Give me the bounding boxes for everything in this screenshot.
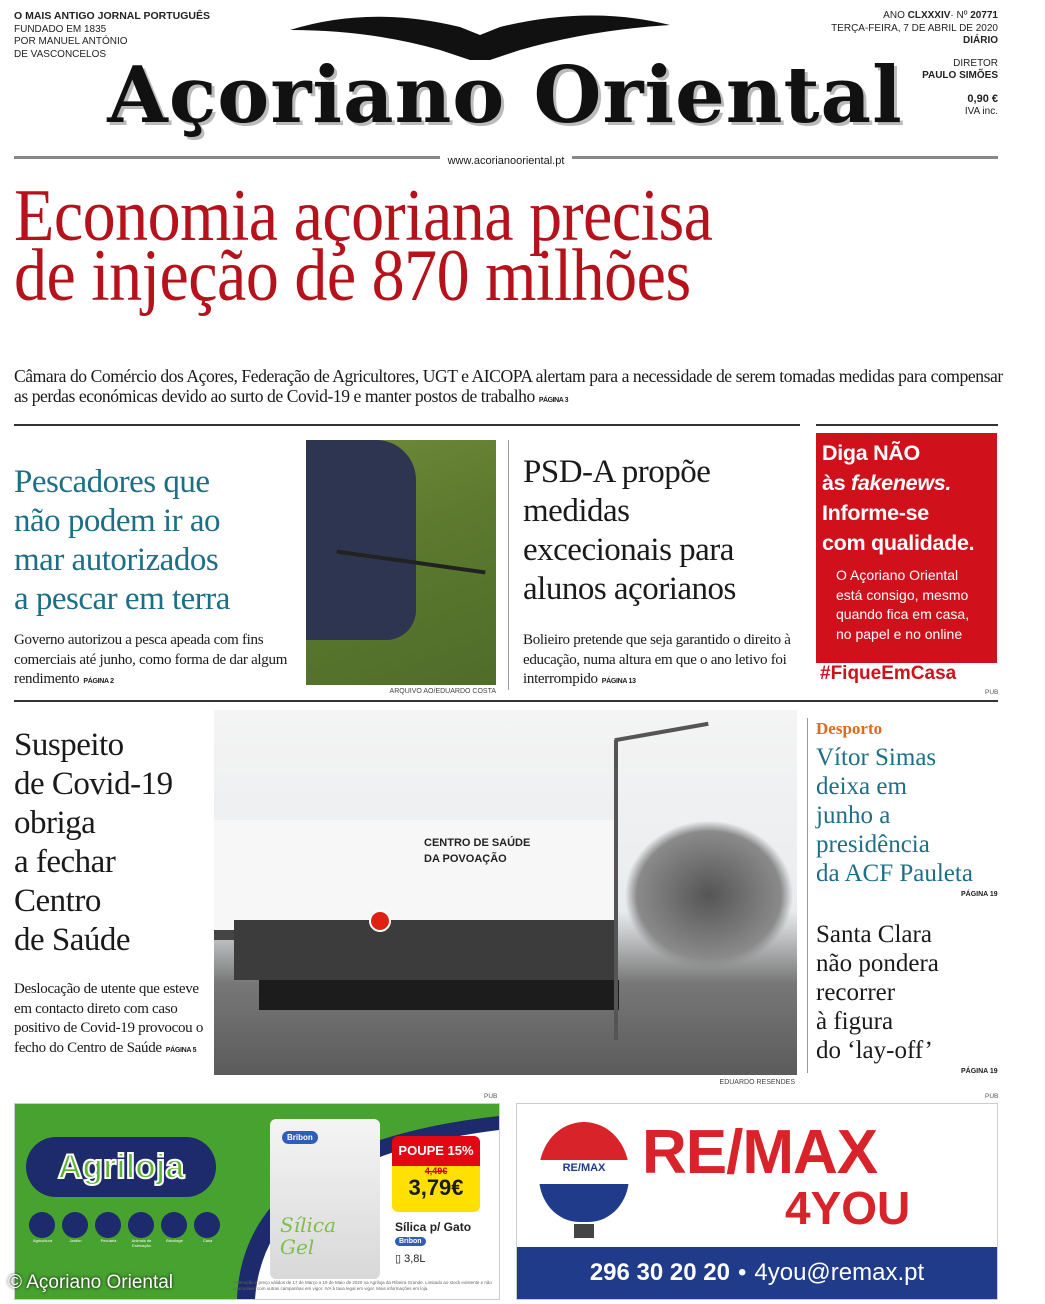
heading-part: fakenews.	[851, 471, 952, 495]
heading-line: com qualidade.	[822, 531, 975, 555]
lead-headline-line: de injeção de 870 milhões	[14, 235, 691, 318]
fine-print: Promoção e preço válidos de 17 de Março a 19 de Maio de 2020 na Agriloja da Ribeira Grande. Limitado ao stock existente e não acumulável com outras campanhas em vigor. IVA à taxa legal em vigor. Mais informações em loja.	[233, 1280, 492, 1291]
body-line: está consigo, mesmo	[836, 586, 969, 603]
director-name: PAULO SIMÕES	[922, 70, 998, 81]
headline-line: a pescar em terra	[14, 581, 230, 617]
lead-headline-line: Economia açoriana precisa	[14, 174, 713, 257]
section-rule	[14, 424, 800, 426]
volume-text: 3,8L	[404, 1253, 426, 1265]
no-entry-sign-icon	[369, 910, 391, 932]
headline-line: alunos açorianos	[523, 571, 736, 607]
heading-part: às	[822, 471, 851, 495]
pub-label: PUB	[985, 1093, 999, 1100]
category-label: Pecuária	[100, 1238, 117, 1243]
email-link[interactable]: 4you@remax.pt	[754, 1259, 925, 1286]
headline-line: à figura	[816, 1008, 894, 1035]
headline-line: Santa Clara	[816, 921, 932, 948]
copyright-watermark: © Açoriano Oriental	[8, 1272, 174, 1293]
headline-line: Suspeito	[14, 727, 124, 763]
lead-headline	[14, 174, 713, 318]
body-line: no papel e no online	[836, 625, 963, 642]
product-package	[270, 1119, 380, 1279]
category-icons	[29, 1212, 221, 1248]
covid-headline[interactable]	[14, 726, 209, 960]
category-label: Agricultura	[32, 1238, 53, 1243]
category-garden	[62, 1212, 89, 1248]
product-brand-logo: Bribon	[395, 1237, 426, 1246]
column-divider	[508, 440, 509, 690]
new-price: 3,79€	[408, 1175, 464, 1200]
category-label: Bricolage	[166, 1238, 183, 1243]
fishers-body	[14, 631, 294, 692]
page-ref: PÁGINA 5	[165, 1046, 197, 1054]
brand-name: Agriloja	[57, 1147, 185, 1186]
headline-line: medidas	[523, 493, 630, 529]
price-box	[392, 1166, 480, 1212]
dog-icon	[128, 1212, 154, 1238]
headline-line: Centro	[14, 883, 101, 919]
body-text: Deslocação de utente que esteve em contacto direto com caso positivo de Covid-19 provocou o fecho do Centro de Saúde	[14, 981, 204, 1056]
category-pets	[128, 1212, 155, 1248]
director-label: DIRETOR	[953, 57, 998, 69]
category-livestock	[95, 1212, 122, 1248]
pub-label: PUB	[985, 689, 999, 696]
masthead-info-right	[831, 10, 998, 119]
page-ref: PÁGINA 19	[961, 891, 998, 898]
masthead-title: Açoriano Oriental	[107, 50, 903, 141]
issue-label: · Nº	[950, 10, 968, 21]
founded: FUNDADO EM 1835	[14, 23, 107, 35]
remax-brand: RE/MAX	[642, 1118, 878, 1187]
fishers-photo	[306, 440, 496, 685]
photo-wall	[259, 980, 619, 1010]
column-divider	[807, 718, 808, 1073]
page-ref: PÁGINA 2	[83, 678, 114, 685]
category-diy	[161, 1212, 188, 1248]
page-ref: PÁGINA 3	[538, 397, 569, 404]
package-name: Sílica Gel	[280, 1213, 337, 1259]
category-home	[194, 1212, 221, 1248]
frequency: DIÁRIO	[963, 35, 998, 46]
product-volume	[395, 1252, 426, 1265]
pub-label: PUB	[484, 1093, 498, 1100]
headline-line: PSD-A propõe	[523, 454, 711, 490]
covid-body	[14, 980, 204, 1060]
headline-line: de Covid-19	[14, 766, 173, 802]
heading-line: Informe-se	[822, 501, 929, 525]
headline-line: deixa em	[816, 773, 907, 800]
body-line: O Açoriano Oriental	[836, 567, 959, 583]
headline-line: recorrer	[816, 979, 896, 1006]
package-brand: Bribon	[282, 1131, 318, 1144]
body-text: Governo autorizou a pesca apeada com fins comerciais até junho, como forma de dar algum rendimento	[14, 632, 288, 687]
page-ref: PÁGINA 13	[601, 678, 636, 685]
psd-body	[523, 631, 798, 692]
headline-line: presidência	[816, 831, 930, 858]
headline-line: obriga	[14, 805, 96, 841]
body-text: Bolieiro pretende que seja garantido o direito à educação, numa altura em que o ano letivo foi interrompido	[523, 632, 791, 687]
headline-line: Pescadores que	[14, 464, 210, 500]
box-rule	[816, 424, 998, 426]
bucket-icon: ▯	[395, 1253, 405, 1265]
date: TERÇA-FEIRA, 7 DE ABRIL DE 2020	[831, 22, 998, 34]
category-label: Animais de Estimação	[131, 1238, 152, 1248]
price: 0,90 €	[967, 92, 998, 105]
agriloja-logo	[26, 1137, 216, 1197]
body-line: quando fica em casa,	[836, 606, 970, 622]
headline-line: do ‘lay-off’	[816, 1037, 933, 1064]
separator: •	[737, 1259, 747, 1286]
heading-line	[822, 468, 997, 498]
balloon-label: RE/MAX	[562, 1162, 606, 1174]
balloon-logo-icon	[539, 1122, 629, 1222]
headline-line: não pondera	[816, 950, 939, 977]
category-label: Casa	[202, 1238, 213, 1243]
balloon-basket	[574, 1224, 594, 1238]
headline-line: junho a	[816, 802, 891, 829]
category-label: Jardim	[69, 1238, 82, 1243]
photo-sign: CENTRO DE SAÚDE DA POVOAÇÃO	[424, 837, 531, 865]
lead-deck-text: Câmara do Comércio dos Açores, Federação de Agricultores, UGT e AICOPA alertam para a necessidade de serem tomadas medidas para compensar as perdas económicas devido ao surto de Covid-19 e manter postos de trabalho	[14, 366, 1003, 406]
product-name: Sílica p/ Gato	[395, 1220, 472, 1234]
fishers-headline[interactable]	[14, 463, 304, 619]
photo-lamppost	[614, 740, 618, 1040]
headline-line: a fechar	[14, 844, 116, 880]
page-ref: PÁGINA 19	[961, 1068, 998, 1075]
psd-headline[interactable]	[523, 453, 808, 609]
remax-ad[interactable]	[516, 1103, 998, 1300]
discount-badge: POUPE 15%	[392, 1136, 480, 1166]
hashtag: #FiqueEmCasa	[820, 663, 957, 684]
photo-figure	[306, 440, 416, 640]
section-rule	[14, 700, 998, 702]
section-label: Desporto	[816, 719, 883, 738]
watering-can-icon	[62, 1212, 88, 1238]
website-link[interactable]	[14, 155, 998, 167]
lead-deck	[14, 366, 1004, 411]
photo-lamp-arm	[614, 722, 708, 742]
issue-number: 20771	[970, 10, 998, 21]
phone-number[interactable]: 296 30 20 20	[589, 1259, 730, 1286]
year: CLXXXIV	[907, 10, 951, 21]
headline-line: mar autorizados	[14, 542, 219, 578]
office-name: 4YOU	[785, 1182, 911, 1234]
photo-tree	[624, 820, 794, 970]
sports-story-2-headline[interactable]	[816, 920, 1001, 1065]
health-centre-photo	[214, 710, 797, 1075]
hammer-icon	[161, 1212, 187, 1238]
fakenews-ad[interactable]	[816, 433, 997, 663]
website-url[interactable]: www.acorianooriental.pt	[440, 155, 573, 167]
year-label: ANO	[883, 10, 905, 21]
headline-line: da ACF Pauleta	[816, 860, 973, 887]
heading-line: Diga NÃO	[822, 441, 920, 465]
photo-credit: ARQUIVO AO/EDUARDO COSTA	[389, 688, 496, 695]
contact-bar	[517, 1247, 997, 1299]
headline-line: de Saúde	[14, 922, 131, 958]
category-agriculture	[29, 1212, 56, 1248]
fakenews-body	[816, 558, 997, 644]
headline-line: não podem ir ao	[14, 503, 221, 539]
fakenews-heading	[816, 433, 997, 558]
headline-line: excecionais para	[523, 532, 734, 568]
photo-credit: EDUARDO RESENDES	[719, 1079, 795, 1086]
headline-line: Vítor Simas	[816, 744, 937, 771]
photo-windows	[234, 920, 614, 980]
vat: IVA inc.	[964, 106, 998, 117]
agriloja-ad[interactable]	[14, 1103, 500, 1300]
tagline: O MAIS ANTIGO JORNAL PORTUGUÊS	[14, 10, 211, 22]
home-icon	[194, 1212, 220, 1238]
founder-2: DE VASCONCELOS	[14, 48, 107, 60]
old-price: 4,49€	[424, 1166, 448, 1176]
founder-1: POR MANUEL ANTÓNIO	[14, 36, 128, 47]
corn-icon	[29, 1212, 55, 1238]
chicken-icon	[95, 1212, 121, 1238]
sports-story-1-headline[interactable]	[816, 743, 1001, 888]
